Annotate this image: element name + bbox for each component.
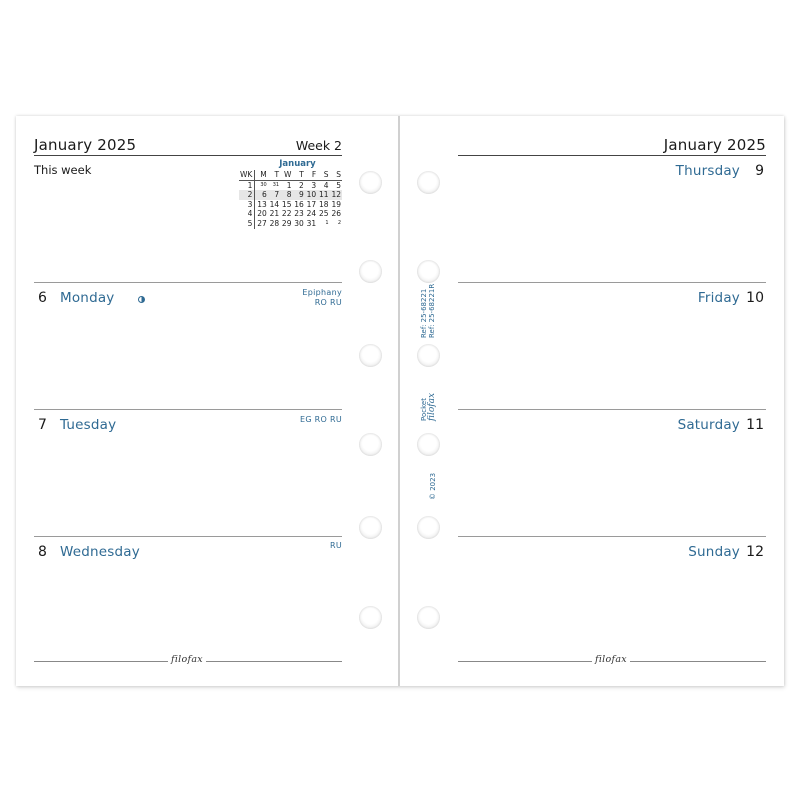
page-divider: [398, 116, 400, 686]
mini-header-wk: WK: [239, 170, 255, 180]
mini-day: 5: [336, 180, 341, 190]
mini-header-day: T: [292, 170, 304, 180]
mini-day: 30: [294, 218, 304, 228]
mini-calendar-header-row: [239, 170, 342, 180]
copyright: © 2023: [429, 472, 437, 500]
right-header: [458, 136, 766, 156]
binder-hole: [417, 606, 440, 629]
mini-day: 12: [331, 190, 341, 200]
mini-header-day: W: [280, 170, 292, 180]
day-notes: [330, 541, 342, 551]
day-number: 11: [746, 417, 764, 433]
copyright-text: [429, 473, 437, 500]
mini-header-day: M: [255, 170, 268, 180]
day-separator: [34, 282, 342, 283]
mini-header-day: T: [268, 170, 280, 180]
mini-calendar-grid: [239, 170, 342, 229]
filofax-logo: filofax: [427, 392, 437, 421]
binder-hole: [417, 433, 440, 456]
day-name: Monday: [60, 290, 115, 306]
day-name: Wednesday: [60, 544, 140, 560]
day-notes: [302, 288, 342, 308]
moon-first-quarter-icon: [138, 296, 145, 303]
binder-hole: [359, 433, 382, 456]
day-name: Saturday: [677, 417, 740, 433]
mini-day: 2: [299, 180, 304, 190]
day-entry-tuesday[interactable]: [34, 414, 342, 438]
mini-calendar-week-row: [239, 180, 342, 190]
binder-hole: [359, 260, 382, 283]
binder-hole: [359, 344, 382, 367]
mini-day: 20: [257, 209, 267, 219]
mini-calendar-week-row: [239, 209, 342, 219]
day-name: Sunday: [688, 544, 740, 560]
mini-day: 16: [294, 199, 304, 209]
mini-day: 15: [281, 199, 292, 209]
holiday-countries: RO RU: [314, 298, 342, 307]
holiday-countries: RU: [329, 541, 342, 550]
month-title: January 2025: [34, 136, 137, 154]
left-header: [34, 136, 342, 156]
week-label: Week 2: [295, 138, 342, 153]
day-number: 6: [38, 290, 47, 306]
day-name: Tuesday: [60, 417, 117, 433]
day-entry-friday[interactable]: [458, 287, 766, 311]
mini-header-day: S: [330, 170, 342, 180]
mini-day: 8: [280, 190, 292, 200]
day-name: Friday: [697, 290, 740, 306]
filofax-logo: filofax: [592, 654, 630, 665]
mini-day: 24: [306, 209, 317, 219]
mini-calendar: [239, 159, 344, 229]
mini-header-day: S: [317, 170, 329, 180]
day-separator: [458, 409, 766, 410]
day-entry-thursday[interactable]: [458, 160, 766, 184]
day-number: 9: [755, 163, 764, 179]
planner-sheet: [16, 116, 784, 686]
mini-day: 7: [268, 190, 280, 200]
week-number: 5: [239, 219, 255, 229]
reference-codes: [420, 284, 436, 338]
mini-day: 28: [269, 218, 280, 228]
filofax-logo: filofax: [168, 654, 206, 665]
day-entry-saturday[interactable]: [458, 414, 766, 438]
week-number: 1: [239, 180, 255, 190]
header-rule: [458, 155, 766, 156]
month-title: January 2025: [663, 136, 766, 154]
binder-hole: [417, 171, 440, 194]
holiday-countries: EG RO RU: [299, 415, 342, 424]
mini-day: 13: [257, 199, 267, 209]
day-separator: [34, 409, 342, 410]
mini-day: 2: [337, 219, 341, 226]
binder-hole: [417, 516, 440, 539]
mini-day: 21: [269, 209, 280, 219]
day-number: 7: [38, 417, 47, 433]
this-week-label: This week: [34, 163, 92, 177]
mini-day: 17: [306, 199, 317, 209]
right-page: [458, 116, 766, 686]
day-separator: [458, 536, 766, 537]
binder-hole: [359, 171, 382, 194]
mini-day: 4: [323, 180, 329, 190]
mini-day: 23: [294, 209, 304, 219]
day-separator: [458, 282, 766, 283]
binder-hole: [359, 516, 382, 539]
day-number: 8: [38, 544, 47, 560]
week-number: 2: [239, 190, 255, 200]
mini-day: 10: [306, 190, 317, 200]
day-entry-monday[interactable]: [34, 287, 342, 311]
mini-day: 14: [269, 199, 280, 209]
mini-day: 25: [319, 209, 329, 219]
size-label: Pocket: [420, 398, 428, 421]
mini-calendar-week-row: [239, 200, 342, 210]
mini-day: 27: [257, 218, 267, 228]
mini-day: 18: [319, 199, 329, 209]
day-separator: [34, 536, 342, 537]
mini-day: 30: [260, 181, 267, 188]
day-number: 10: [746, 290, 764, 306]
header-rule: [34, 155, 342, 156]
left-page: [34, 116, 342, 686]
ref-code-r: Ref: 25-68221R: [428, 283, 436, 338]
mini-day: 29: [281, 218, 292, 228]
mini-day: 31: [272, 181, 280, 188]
day-notes: [300, 415, 342, 425]
mini-calendar-week-row: [239, 219, 342, 229]
mini-header-day: F: [305, 170, 317, 180]
mini-day: 1: [286, 180, 292, 190]
day-number: 12: [746, 544, 764, 560]
day-name: Thursday: [675, 163, 740, 179]
day-entry-sunday[interactable]: [458, 541, 766, 565]
day-entry-wednesday[interactable]: [34, 541, 342, 565]
mini-calendar-current-week-row: [239, 190, 342, 200]
binder-hole: [417, 344, 440, 367]
mini-calendar-month: January: [279, 159, 316, 169]
mini-day: 1: [325, 219, 329, 226]
mini-day: 26: [331, 209, 341, 219]
mini-day: 9: [292, 190, 304, 200]
binder-hole: [417, 260, 440, 283]
mini-day: 6: [255, 190, 268, 200]
week-number: 4: [239, 209, 255, 219]
mini-day: 31: [306, 218, 317, 228]
week-number: 3: [239, 200, 255, 210]
binder-hole: [359, 606, 382, 629]
ref-code: Ref: 25-68221: [420, 288, 428, 338]
mini-day: 22: [281, 209, 292, 219]
mini-day: 11: [319, 190, 329, 200]
holiday-note: Epiphany: [302, 288, 342, 297]
mini-day: 19: [331, 199, 341, 209]
size-and-brand: [420, 393, 436, 421]
mini-day: 3: [311, 180, 317, 190]
